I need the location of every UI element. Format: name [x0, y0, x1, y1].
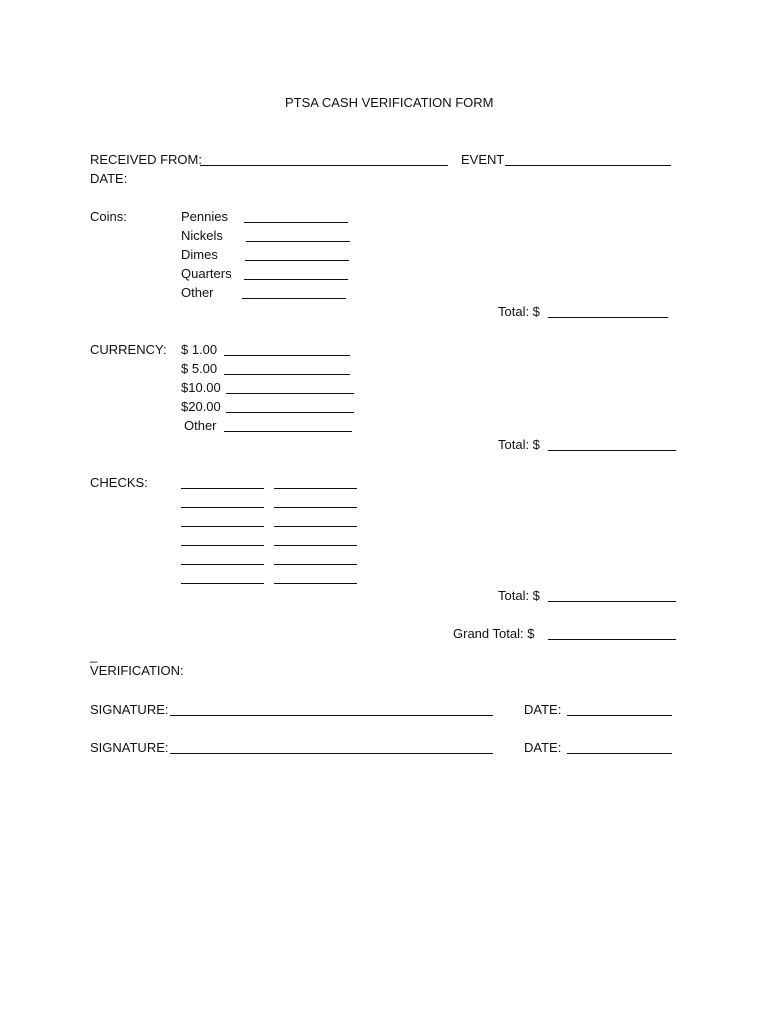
check-field[interactable] — [274, 507, 357, 508]
currency-label-20: $20.00 — [181, 399, 221, 414]
checks-section-label: CHECKS: — [90, 475, 148, 490]
signature-label: SIGNATURE: — [90, 702, 169, 717]
currency-label-10: $10.00 — [181, 380, 221, 395]
checks-total-field[interactable] — [548, 601, 676, 602]
check-field[interactable] — [274, 564, 357, 565]
check-field[interactable] — [274, 526, 357, 527]
signature-date-field[interactable] — [567, 715, 672, 716]
check-field[interactable] — [181, 564, 264, 565]
event-field[interactable] — [505, 165, 671, 166]
coin-field-dimes[interactable] — [245, 260, 349, 261]
check-field[interactable] — [274, 583, 357, 584]
grand-total-label: Grand Total: $ — [453, 626, 535, 641]
check-field[interactable] — [274, 488, 357, 489]
signature-date-label: DATE: — [524, 702, 562, 717]
coin-label-dimes: Dimes — [181, 247, 218, 262]
event-label: EVENT — [461, 152, 505, 167]
date-label: DATE: — [90, 171, 128, 186]
signature-date-label: DATE: — [524, 740, 562, 755]
check-field[interactable] — [181, 507, 264, 508]
coins-section-label: Coins: — [90, 209, 127, 224]
signature-date-field[interactable] — [567, 753, 672, 754]
check-field[interactable] — [181, 583, 264, 584]
coin-field-other[interactable] — [242, 298, 346, 299]
coin-label-pennies: Pennies — [181, 209, 228, 224]
coin-field-quarters[interactable] — [244, 279, 348, 280]
currency-section-label: CURRENCY: — [90, 342, 167, 357]
currency-label-1: $ 1.00 — [181, 342, 218, 357]
currency-total-label: Total: $ — [498, 437, 540, 452]
currency-field-10[interactable] — [226, 393, 354, 394]
coin-field-pennies[interactable] — [244, 222, 348, 223]
verification-mark: _ — [90, 648, 98, 663]
currency-label-5: $ 5.00 — [181, 361, 218, 376]
check-field[interactable] — [181, 526, 264, 527]
check-field[interactable] — [181, 488, 264, 489]
currency-field-1[interactable] — [224, 355, 350, 356]
signature-label: SIGNATURE: — [90, 740, 169, 755]
signature-field[interactable] — [170, 753, 493, 754]
coin-label-quarters: Quarters — [181, 266, 232, 281]
coin-field-nickels[interactable] — [246, 241, 350, 242]
check-field[interactable] — [274, 545, 357, 546]
currency-field-other[interactable] — [224, 431, 352, 432]
currency-field-5[interactable] — [224, 374, 350, 375]
received-from-label: RECEIVED FROM: — [90, 152, 202, 167]
coins-total-label: Total: $ — [498, 304, 540, 319]
signature-field[interactable] — [170, 715, 493, 716]
currency-field-20[interactable] — [226, 412, 354, 413]
coin-label-other: Other — [181, 285, 214, 300]
received-from-field[interactable] — [200, 165, 448, 166]
check-field[interactable] — [181, 545, 264, 546]
currency-total-field[interactable] — [548, 450, 676, 451]
page-title: PTSA CASH VERIFICATION FORM — [285, 95, 494, 110]
verification-label: VERIFICATION: — [90, 663, 184, 678]
checks-total-label: Total: $ — [498, 588, 540, 603]
coins-total-field[interactable] — [548, 317, 668, 318]
grand-total-field[interactable] — [548, 639, 676, 640]
currency-label-other: Other — [184, 418, 217, 433]
coin-label-nickels: Nickels — [181, 228, 223, 243]
